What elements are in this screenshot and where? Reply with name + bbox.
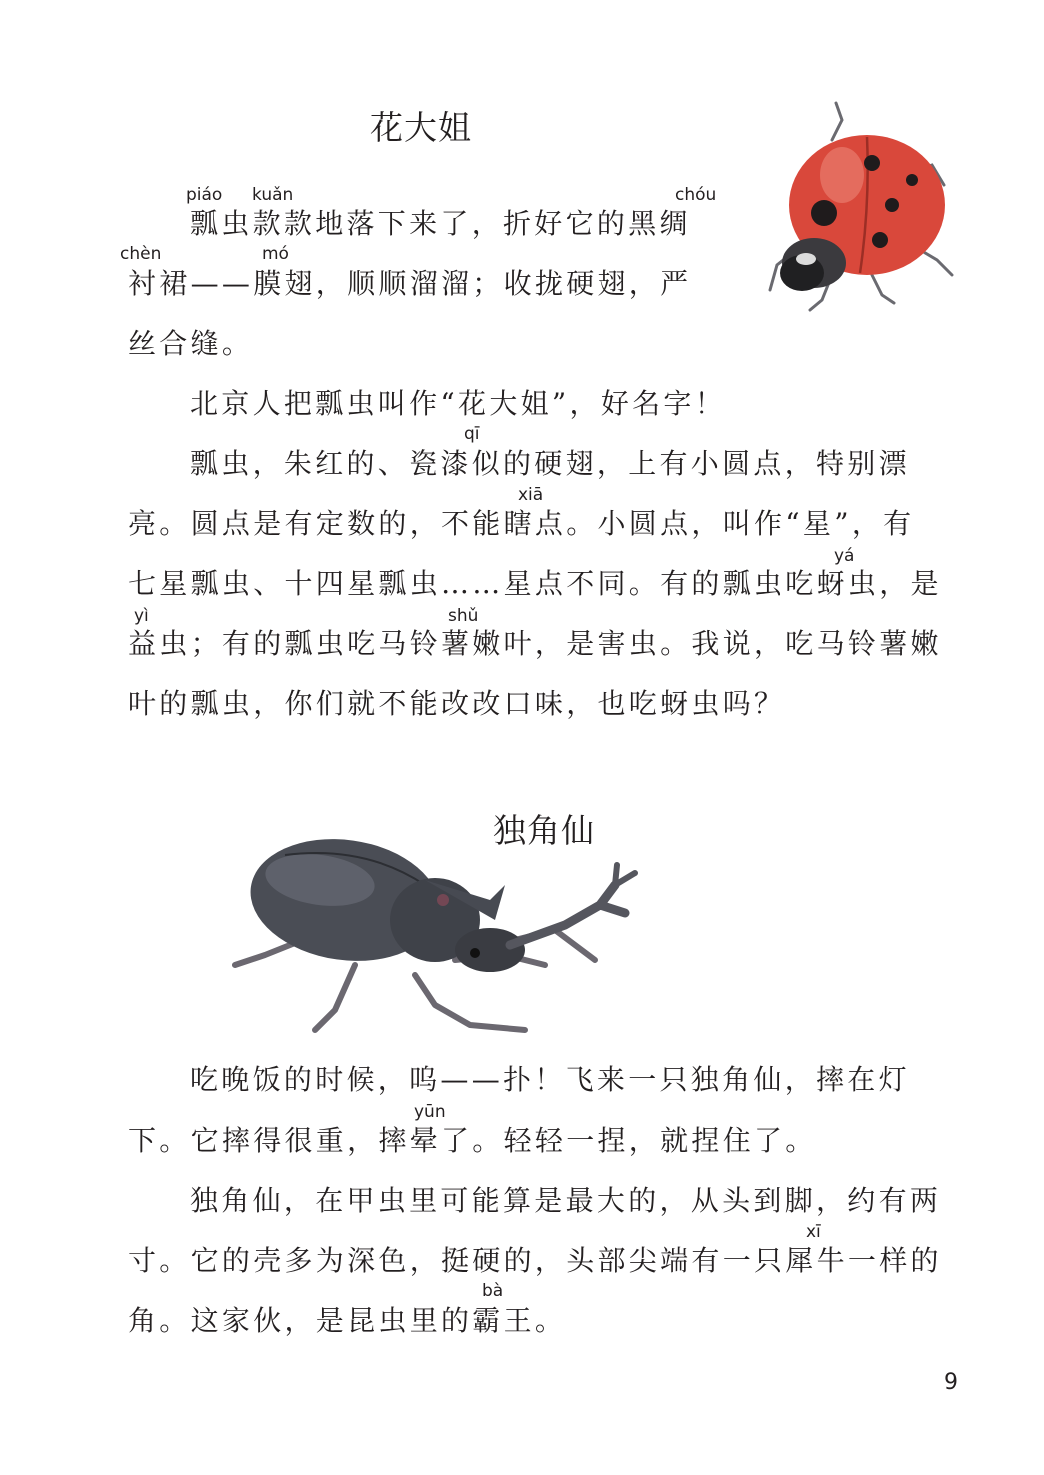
pinyin-piao: piáo (186, 185, 223, 205)
paragraph-line: 叶的瓢虫，你们就不能改改口味，也吃蚜虫吗？ (128, 687, 786, 720)
pinyin-chou: chóu (675, 185, 717, 205)
paragraph-line: 丝合缝。 (128, 327, 254, 360)
pinyin-ba: bà (482, 1281, 504, 1301)
section-title-ladybug: 花大姐 (370, 108, 472, 147)
paragraph-line: 衬裙——膜翅，顺顺溜溜；收拢硬翅，严 (128, 267, 692, 300)
paragraph-line: 寸。它的壳多为深色，挺硬的，头部尖端有一只犀牛一样的 (128, 1244, 942, 1277)
pinyin-chen: chèn (120, 244, 162, 264)
pinyin-kuan: kuǎn (252, 185, 294, 205)
paragraph-line: 瓢虫，朱红的、瓷漆似的硬翅，上有小圆点，特别漂 (190, 447, 910, 480)
paragraph-line: 七星瓢虫、十四星瓢虫……星点不同。有的瓢虫吃蚜虫，是 (128, 567, 942, 600)
pinyin-shu: shǔ (448, 606, 479, 626)
paragraph-line: 北京人把瓢虫叫作“花大姐”，好名字！ (190, 387, 727, 420)
rhino-beetle-illustration (225, 825, 665, 1055)
pinyin-xi: xī (806, 1222, 821, 1242)
pinyin-ya: yá (834, 546, 855, 566)
page-number: 9 (944, 1370, 958, 1395)
section-title-rhino-beetle: 独角仙 (493, 811, 595, 850)
pinyin-xia: xiā (518, 485, 544, 505)
paragraph-line: 吃晚饭的时候，呜——扑！飞来一只独角仙，摔在灯 (190, 1063, 910, 1096)
ladybug-illustration (762, 95, 962, 320)
pinyin-yi: yì (134, 606, 149, 626)
paragraph-line: 下。它摔得很重，摔晕了。轻轻一捏，就捏住了。 (128, 1124, 817, 1157)
pinyin-mo: mó (262, 244, 289, 264)
paragraph-line: 独角仙，在甲虫里可能算是最大的，从头到脚，约有两 (190, 1184, 942, 1217)
pinyin-qi: qī (464, 424, 480, 444)
paragraph-line: 亮。圆点是有定数的，不能瞎点。小圆点，叫作“星”，有 (128, 507, 915, 540)
paragraph-line: 角。这家伙，是昆虫里的霸王。 (128, 1304, 567, 1337)
pinyin-yun: yūn (414, 1102, 446, 1122)
paragraph-line: 益虫；有的瓢虫吃马铃薯嫩叶，是害虫。我说，吃马铃薯嫩 (128, 627, 942, 660)
paragraph-line: 瓢虫款款地落下来了，折好它的黑绸 (190, 207, 691, 240)
